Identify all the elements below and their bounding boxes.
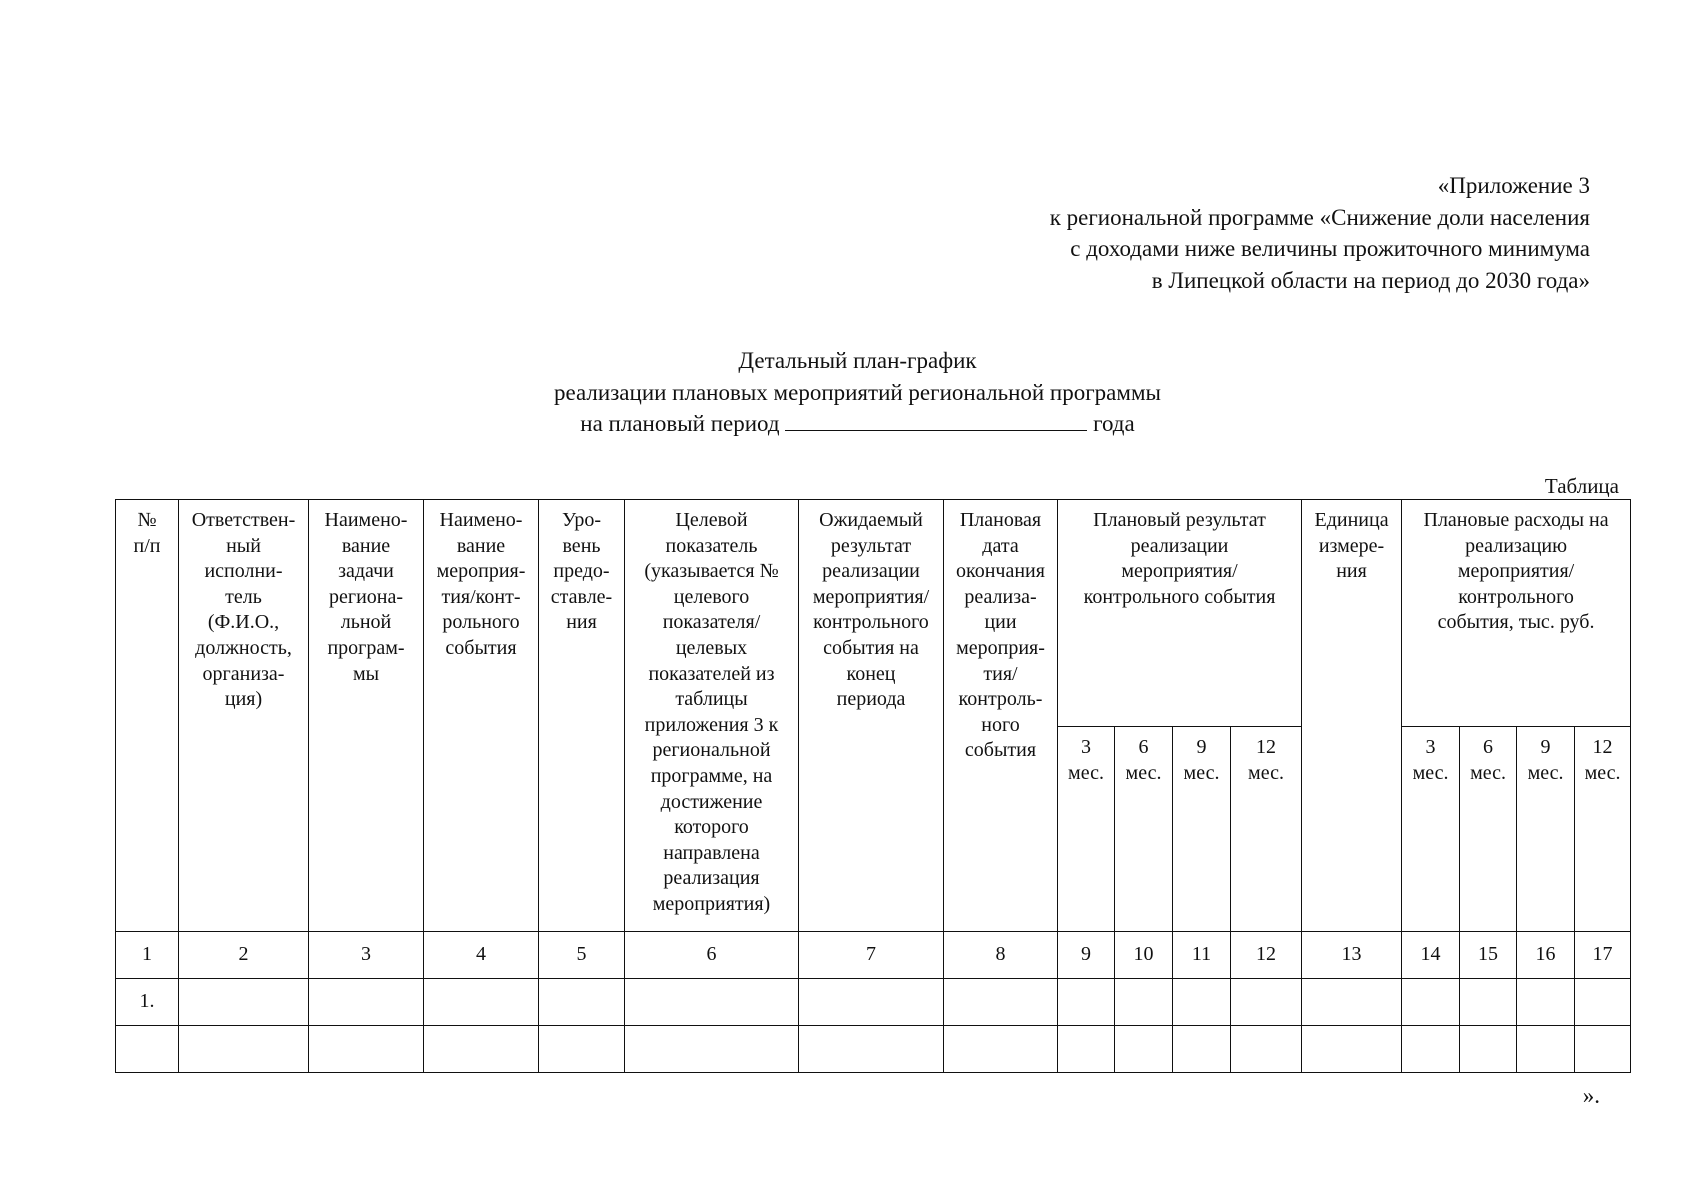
appendix-line-2: к региональной программе «Снижение доли населения xyxy=(1049,204,1590,230)
table-cell[interactable] xyxy=(1115,979,1173,1026)
column-number-cell: 4 xyxy=(424,932,539,979)
header-row xyxy=(116,500,1631,727)
column-number-cell: 15 xyxy=(1460,932,1517,979)
table-cell[interactable] xyxy=(1058,1026,1115,1073)
column-number-cell: 2 xyxy=(179,932,309,979)
column-number-cell: 16 xyxy=(1517,932,1575,979)
appendix-reference xyxy=(790,170,1590,296)
document-title xyxy=(400,345,1315,440)
table-cell[interactable] xyxy=(1302,1026,1402,1073)
table-cell[interactable] xyxy=(1460,979,1517,1026)
table-cell[interactable] xyxy=(539,1026,625,1073)
table-cell[interactable] xyxy=(625,1026,799,1073)
table-cell[interactable] xyxy=(799,1026,944,1073)
table-cell[interactable] xyxy=(116,1026,179,1073)
column-number-cell: 3 xyxy=(309,932,424,979)
header-expense-3m: 3 мес. xyxy=(1402,727,1460,932)
column-number-cell: 9 xyxy=(1058,932,1115,979)
header-col-13: Единица измере- ния xyxy=(1302,500,1402,932)
table-cell[interactable] xyxy=(1302,979,1402,1026)
column-number-cell: 14 xyxy=(1402,932,1460,979)
title-line-3-prefix: на плановый период xyxy=(580,411,780,436)
table-cell[interactable] xyxy=(1402,1026,1460,1073)
table-cell[interactable] xyxy=(1575,979,1631,1026)
header-result-12m: 12 мес. xyxy=(1231,727,1302,932)
column-number-cell: 1 xyxy=(116,932,179,979)
table-cell[interactable] xyxy=(1517,979,1575,1026)
table-cell[interactable] xyxy=(1173,979,1231,1026)
table-cell[interactable] xyxy=(1173,1026,1231,1073)
table-cell[interactable] xyxy=(1231,979,1302,1026)
header-expense-6m: 6 мес. xyxy=(1460,727,1517,932)
table-row xyxy=(116,979,1631,1026)
column-number-cell: 10 xyxy=(1115,932,1173,979)
header-col-1: № п/п xyxy=(116,500,179,932)
plan-schedule-table xyxy=(115,499,1631,1073)
table-cell[interactable] xyxy=(1231,1026,1302,1073)
column-number-cell: 7 xyxy=(799,932,944,979)
header-col-8: Плановая дата окончания реализа- ции мероприя- тия/ контроль- ного события xyxy=(944,500,1058,932)
table-cell[interactable] xyxy=(625,979,799,1026)
title-line-3 xyxy=(400,408,1315,440)
table-cell[interactable] xyxy=(179,979,309,1026)
appendix-line-4: в Липецкой области на период до 2030 года» xyxy=(1151,267,1590,293)
title-line-1: Детальный план-график xyxy=(738,348,977,373)
header-result-3m: 3 мес. xyxy=(1058,727,1115,932)
title-line-2: реализации плановых мероприятий региональной программы xyxy=(554,379,1161,405)
header-result-9m: 9 мес. xyxy=(1173,727,1231,932)
table-cell[interactable] xyxy=(1402,979,1460,1026)
header-col-4: Наимено- вание мероприя- тия/конт- рольного события xyxy=(424,500,539,932)
header-col-3: Наимено- вание задачи региона- льной програм- мы xyxy=(309,500,424,932)
column-number-cell: 11 xyxy=(1173,932,1231,979)
table-cell[interactable] xyxy=(944,1026,1058,1073)
header-expense-group: Плановые расходы на реализацию мероприятия/ контрольного события, тыс. руб. xyxy=(1402,500,1631,727)
table-cell[interactable] xyxy=(944,979,1058,1026)
title-line-3-suffix: года xyxy=(1093,411,1135,436)
header-col-2: Ответствен- ный исполни- тель (Ф.И.О., должность, организа- ция) xyxy=(179,500,309,932)
table-cell[interactable] xyxy=(1460,1026,1517,1073)
header-col-5: Уро- вень предо- ставле- ния xyxy=(539,500,625,932)
table-cell[interactable] xyxy=(1058,979,1115,1026)
column-number-cell: 6 xyxy=(625,932,799,979)
period-blank-field xyxy=(785,408,1087,431)
header-col-7: Ожидаемый результат реализации мероприятия/ контрольного события на конец периода xyxy=(799,500,944,932)
column-number-cell: 12 xyxy=(1231,932,1302,979)
table-cell[interactable] xyxy=(309,1026,424,1073)
table-cell[interactable] xyxy=(309,979,424,1026)
table-cell[interactable] xyxy=(1575,1026,1631,1073)
table-cell[interactable] xyxy=(179,1026,309,1073)
header-col-6: Целевой показатель (указывается № целевого показателя/ целевых показателей из таблицы приложения 3 к региональной программе, на достижение которого направлена реализация мероприятия) xyxy=(625,500,799,932)
table-cell[interactable] xyxy=(424,1026,539,1073)
column-number-cell: 17 xyxy=(1575,932,1631,979)
column-number-cell: 5 xyxy=(539,932,625,979)
table-cell[interactable]: 1. xyxy=(116,979,179,1026)
table-cell[interactable] xyxy=(539,979,625,1026)
table-cell[interactable] xyxy=(1115,1026,1173,1073)
appendix-line-3: с доходами ниже величины прожиточного минимума xyxy=(1070,236,1590,261)
header-expense-9m: 9 мес. xyxy=(1517,727,1575,932)
header-result-6m: 6 мес. xyxy=(1115,727,1173,932)
header-result-group: Плановый результат реализации мероприятия/ контрольного события xyxy=(1058,500,1302,727)
table-caption: Таблица xyxy=(1544,474,1619,498)
table-cell[interactable] xyxy=(424,979,539,1026)
table-cell[interactable] xyxy=(1517,1026,1575,1073)
header-expense-12m: 12 мес. xyxy=(1575,727,1631,932)
column-number-row xyxy=(116,932,1631,979)
table-cell[interactable] xyxy=(799,979,944,1026)
table-row xyxy=(116,1026,1631,1073)
column-number-cell: 13 xyxy=(1302,932,1402,979)
column-number-cell: 8 xyxy=(944,932,1058,979)
closing-quote: ». xyxy=(1582,1083,1600,1108)
appendix-line-1: «Приложение 3 xyxy=(1437,173,1590,198)
